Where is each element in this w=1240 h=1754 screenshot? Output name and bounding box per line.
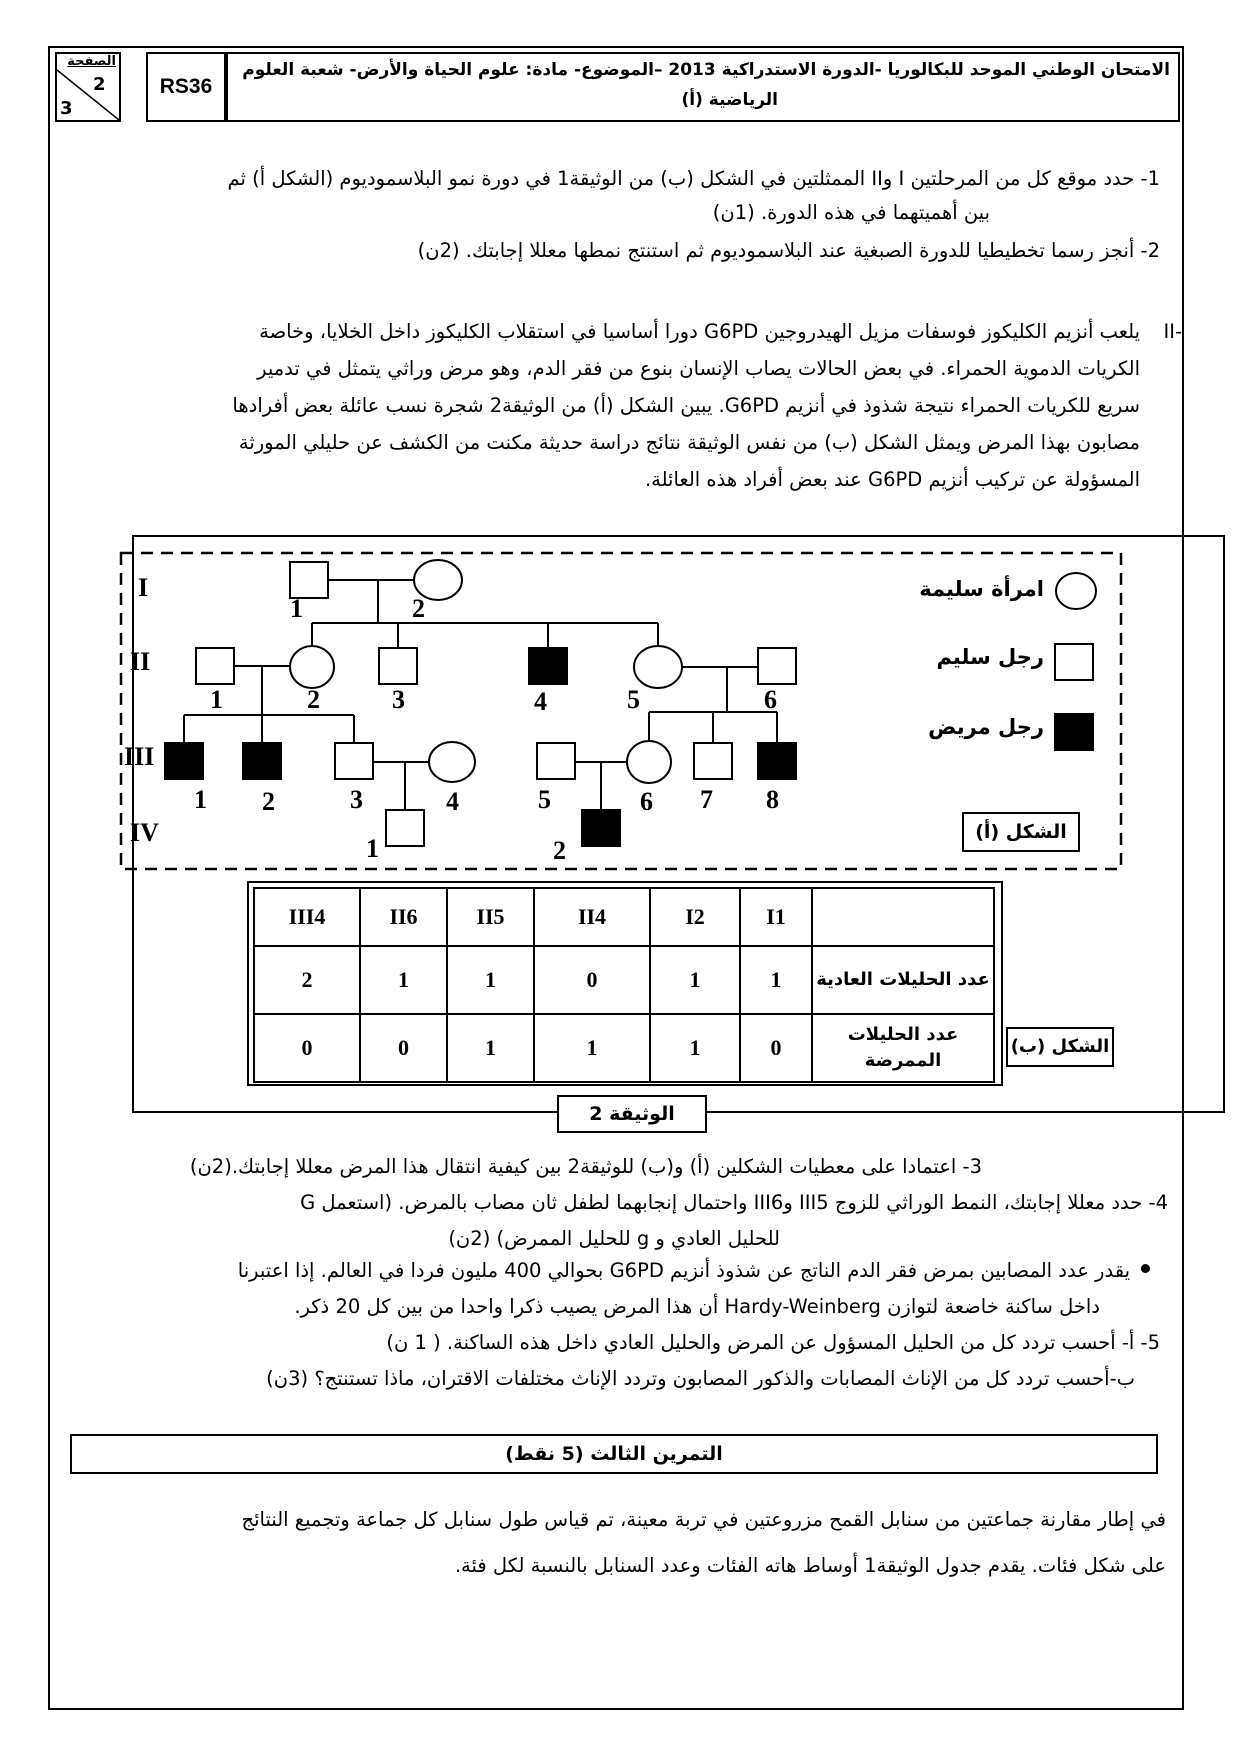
cell-sick-II5: 1 — [447, 1014, 534, 1082]
generation-label-I: I — [138, 573, 149, 602]
exercise-3-line1: في إطار مقارنة جماعتين من سنابل القمح مزروعتين في تربة معينة، تم قياس طول سنابل كل جماعة وتجميع النتائج — [241, 1508, 1166, 1531]
number-III5: 5 — [538, 785, 551, 814]
cell-sick-I1: 0 — [740, 1014, 812, 1082]
question-2: 2- أنجز رسما تخطيطيا للدورة الصبغية عند البلاسموديوم ثم استنتج نمطها معللا إجابتك. (2ن) — [417, 239, 1160, 262]
number-II6: 6 — [764, 685, 777, 714]
figure-b-label-box — [1006, 1027, 1114, 1067]
question-5a: 5- أ- أحسب تردد كل من الحليل المسؤول عن المرض والحليل العادي داخل هذه الساكنة. ( 1 ن) — [386, 1331, 1160, 1354]
exercise-3-line2: على شكل فئات. يقدم جدول الوثيقة1 أوساط هاته الفئات وعدد السنابل بالنسبة لكل فئة. — [454, 1554, 1166, 1577]
individual-III1 — [165, 743, 203, 779]
legend-healthy-man: رجل سليم — [936, 645, 1044, 669]
document-2-label: الوثيقة 2 — [589, 1103, 675, 1125]
allele-table — [253, 887, 995, 1083]
document-2-label-box — [557, 1095, 707, 1133]
figure-a-label: الشكل (أ) — [975, 821, 1067, 843]
number-II3: 3 — [392, 685, 405, 714]
table-header-empty — [812, 888, 994, 946]
figure-a-label-box — [962, 812, 1080, 852]
number-III6: 6 — [640, 787, 653, 816]
number-III2: 2 — [262, 787, 275, 816]
exercise-3-title-box — [70, 1434, 1158, 1474]
table-header-II6: II6 — [360, 888, 447, 946]
part-2-marker: II- — [1163, 320, 1182, 343]
individual-II2 — [290, 646, 334, 688]
table-header-III4: III4 — [254, 888, 360, 946]
number-II2: 2 — [307, 685, 320, 714]
number-IV2: 2 — [553, 836, 566, 865]
question-5b: ب-أحسب تردد كل من الإناث المصابات والذكور المصابون وتردد الإناث مختلفات الاقتران، ماذا تستنتج؟ (3ن) — [266, 1367, 1135, 1390]
individual-III3 — [335, 743, 373, 779]
table-header-II4: II4 — [534, 888, 650, 946]
row-label-sick: عدد الحليلات الممرضة — [812, 1014, 994, 1082]
number-III7: 7 — [700, 785, 713, 814]
cell-normal-III4: 2 — [254, 946, 360, 1014]
cell-normal-II5: 1 — [447, 946, 534, 1014]
number-III3: 3 — [350, 785, 363, 814]
generation-label-IV: IV — [130, 818, 159, 847]
individual-II6 — [758, 648, 796, 684]
individual-IV2 — [582, 810, 620, 846]
number-II1: 1 — [210, 685, 223, 714]
number-IV1: 1 — [366, 834, 379, 863]
number-III8: 8 — [766, 785, 779, 814]
cell-sick-I2: 1 — [650, 1014, 740, 1082]
table-header-I1: I1 — [740, 888, 812, 946]
cell-normal-I2: 1 — [650, 946, 740, 1014]
cell-sick-III4: 0 — [254, 1014, 360, 1082]
question-4-line2: للحليل العادي و g للحليل الممرض) (2ن) — [448, 1227, 780, 1250]
individual-IV1 — [386, 810, 424, 846]
question-3: 3- اعتمادا على معطيات الشكلين (أ) و(ب) للوثيقة2 بين كيفية انتقال هذا المرض معللا إجابتك.(2ن) — [189, 1155, 982, 1178]
cell-normal-II4: 0 — [534, 946, 650, 1014]
question-4-line1: 4- حدد معللا إجابتك، النمط الوراثي للزوج III5 وIII6 واحتمال إنجابهما لطفل ثان مصاب بالمرض. (استعمل G — [300, 1191, 1168, 1214]
individual-I1 — [290, 562, 328, 598]
individual-III6 — [627, 741, 671, 783]
cell-normal-I1: 1 — [740, 946, 812, 1014]
exercise-3-title: التمرين الثالث (5 نقط) — [505, 1443, 723, 1465]
generation-label-II: II — [130, 647, 151, 676]
individual-III5 — [537, 743, 575, 779]
cell-sick-II6: 0 — [360, 1014, 447, 1082]
individual-III2 — [243, 743, 281, 779]
exam-title-line1: الامتحان الوطني الموحد للبكالوريا -الدورة الاستدراكية 2013 –الموضوع- مادة: علوم الحياة والأرض- شعبة العلوم — [242, 60, 1170, 80]
legend-sick-man: رجل مريض — [928, 715, 1044, 739]
individual-III8 — [758, 743, 796, 779]
bullet-icon — [1141, 1264, 1150, 1273]
number-II5: 5 — [627, 685, 640, 714]
individual-II4 — [529, 648, 567, 684]
legend-man-symbol — [1055, 644, 1093, 680]
generation-label-III: III — [124, 742, 155, 771]
legend-sick-man-symbol — [1055, 714, 1093, 750]
number-II4: 4 — [534, 687, 547, 716]
page-current: 2 — [93, 74, 106, 95]
intro-line: مصابون بهذا المرض ويمثل الشكل (ب) من نفس الوثيقة نتائج دراسة حديثة مكنت من الكشف عن حليلي المورثة — [238, 431, 1140, 454]
intro-line: الكريات الدموية الحمراء. في بعض الحالات يصاب الإنسان بنوع من فقر الدم، وهو مرض وراثي يتمثل في تدمير — [257, 357, 1140, 380]
individual-III7 — [694, 743, 732, 779]
legend-healthy-woman: امرأة سليمة — [919, 577, 1044, 601]
question-1-line1: 1- حدد موقع كل من المرحلتين I وII الممثلتين في الشكل (ب) من الوثيقة1 في دورة نمو البلاسموديوم (الشكل أ) ثم — [227, 167, 1160, 190]
bullet-line1: يقدر عدد المصابين بمرض فقر الدم الناتج عن شذوذ أنزيم G6PD بحوالي 400 مليون فردا في العالم. إذا اعتبرنا — [237, 1259, 1130, 1282]
legend-woman-symbol — [1056, 573, 1096, 609]
question-1-line2: بين أهميتهما في هذه الدورة. (1ن) — [712, 201, 990, 224]
individual-II3 — [379, 648, 417, 684]
table-header-II5: II5 — [447, 888, 534, 946]
row-label-normal: عدد الحليلات العادية — [812, 946, 994, 1014]
page-total: 3 — [60, 98, 73, 119]
table-header-I2: I2 — [650, 888, 740, 946]
cell-sick-II4: 1 — [534, 1014, 650, 1082]
number-I2: 2 — [412, 594, 425, 623]
number-I1: 1 — [290, 594, 303, 623]
intro-line: سريع للكريات الحمراء نتيجة شذوذ في أنزيم G6PD. يبين الشكل (أ) من الوثيقة2 شجرة نسب عائلة بعض أفرادها — [232, 394, 1140, 417]
number-III4: 4 — [446, 787, 459, 816]
exam-title-line2: الرياضية (أ) — [681, 90, 778, 110]
page-label: الصفحة — [67, 54, 116, 69]
cell-normal-II6: 1 — [360, 946, 447, 1014]
number-III1: 1 — [194, 785, 207, 814]
individual-III4 — [429, 742, 475, 782]
individual-II5 — [634, 646, 682, 688]
individual-II1 — [196, 648, 234, 684]
bullet-line2: داخل ساكنة خاضعة لتوازن Hardy-Weinberg أن هذا المرض يصيب ذكرا واحدا من بين كل 20 ذكر. — [294, 1295, 1100, 1318]
figure-b-label: الشكل (ب) — [1010, 1036, 1110, 1057]
intro-line: يلعب أنزيم الكليكوز فوسفات مزيل الهيدروجين G6PD دورا أساسيا في استقلاب الكليكوز داخل الخلايا، وخاصة — [259, 320, 1140, 343]
exam-code: RS36 — [159, 75, 213, 98]
intro-line: المسؤولة عن تركيب أنزيم G6PD عند بعض أفراد هذه العائلة. — [644, 468, 1140, 491]
